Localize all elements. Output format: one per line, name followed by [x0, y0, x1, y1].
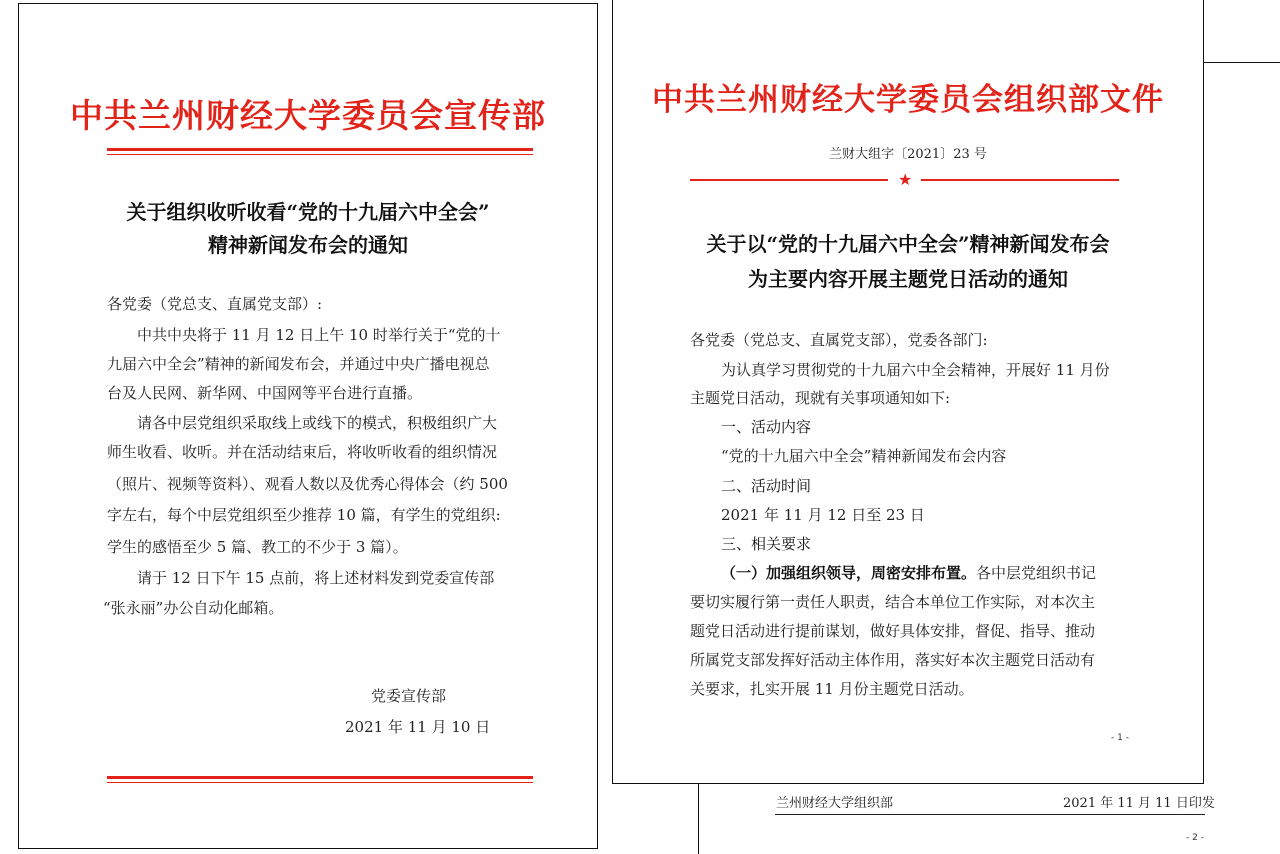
salutation: 各党委（党总支、直属党支部），党委各部门:	[690, 331, 988, 349]
section-text: 2021 年 11 月 12 日至 23 日	[721, 506, 925, 524]
section-heading: 二、活动时间	[721, 477, 812, 495]
intro-line: 为认真学习贯彻党的十九届六中全会精神，开展好 11 月份	[721, 361, 1110, 379]
section-heading: 三、相关要求	[721, 535, 812, 553]
body-line: 师生收看、收听。并在活动结束后，将收听收看的组织情况	[107, 443, 498, 461]
notice-document-right	[612, 0, 1204, 784]
notice-title-line1: 关于组织收听收看“党的十九届六中全会”	[126, 200, 490, 224]
intro-line: 主题党日活动，现就有关事项通知如下:	[690, 389, 951, 407]
red-rule-right	[921, 179, 1119, 181]
header-red-rule-thick	[107, 148, 533, 151]
notice-title-line2: 精神新闻发布会的通知	[208, 233, 408, 257]
footer-red-rule-thick	[107, 776, 533, 779]
body-line: 台及人民网、新华网、中国网等平台进行直播。	[107, 384, 423, 402]
body-line: 学生的感悟至少 5 篇、教工的不少于 3 篇）。	[107, 538, 408, 556]
issuer-header: 中共兰州财经大学委员会组织部文件	[652, 82, 1164, 118]
footer-issuer: 兰州财经大学组织部	[776, 796, 894, 811]
body-line: 九届六中全会”精神的新闻发布会，并通过中央广播电视总	[107, 355, 490, 373]
notice-document-left	[18, 3, 598, 849]
notice-title-line2: 为主要内容开展主题党日活动的通知	[748, 267, 1068, 291]
page-number: - 1 -	[1111, 733, 1129, 743]
body-line: （照片、视频等资料）、观看人数以及优秀心得体会（约 500	[107, 475, 508, 493]
red-rule-left	[690, 179, 888, 181]
requirement-line: 题党日活动进行提前谋划，做好具体安排，督促、指导、推动	[690, 622, 1096, 640]
requirement-line: 要切实履行第一责任人职责，结合本单位工作实际，对本次主	[690, 593, 1096, 611]
body-line: 字左右，每个中层党组织至少推荐 10 篇，有学生的党组织:	[107, 506, 501, 524]
signature: 党委宣传部	[371, 687, 447, 705]
requirement-text: 各中层党组织书记	[976, 564, 1097, 582]
body-line: 请于 12 日下午 15 点前，将上述材料发到党委宣传部	[137, 569, 495, 587]
salutation: 各党委（党总支、直属党支部）:	[107, 295, 323, 313]
section-heading: 一、活动内容	[721, 418, 812, 436]
header-red-rule-thin	[107, 154, 533, 155]
issuer-header: 中共兰州财经大学委员会宣传部	[70, 96, 546, 135]
footer-red-rule-thin	[107, 782, 533, 783]
body-line: 请各中层党组织采取线上或线下的模式，积极组织广大	[137, 414, 498, 432]
document-number: 兰财大组字〔2021〕23 号	[829, 147, 987, 162]
red-star-icon: ★	[898, 170, 913, 189]
body-line: 中共中央将于 11 月 12 日上午 10 时举行关于“党的十	[137, 326, 501, 344]
footer-rule	[775, 814, 1205, 815]
page-number: - 2 -	[1186, 833, 1204, 843]
section-text: “党的十九届六中全会”精神新闻发布会内容	[721, 447, 1007, 465]
requirement-line: 关要求，扎实开展 11 月份主题党日活动。	[690, 680, 974, 698]
requirement-line	[721, 559, 1096, 588]
requirement-line: 所属党支部发挥好活动主体作用，落实好本次主题党日活动有	[690, 651, 1096, 669]
footer-print-date: 2021 年 11 月 11 日印发	[1063, 796, 1215, 811]
requirement-heading: （一）加强组织领导，周密安排布置。	[721, 564, 977, 582]
notice-title-line1: 关于以“党的十九届六中全会”精神新闻发布会	[706, 232, 1110, 256]
issue-date: 2021 年 11 月 10 日	[345, 718, 491, 736]
body-line: “张永丽”办公自动化邮箱。	[103, 599, 284, 617]
